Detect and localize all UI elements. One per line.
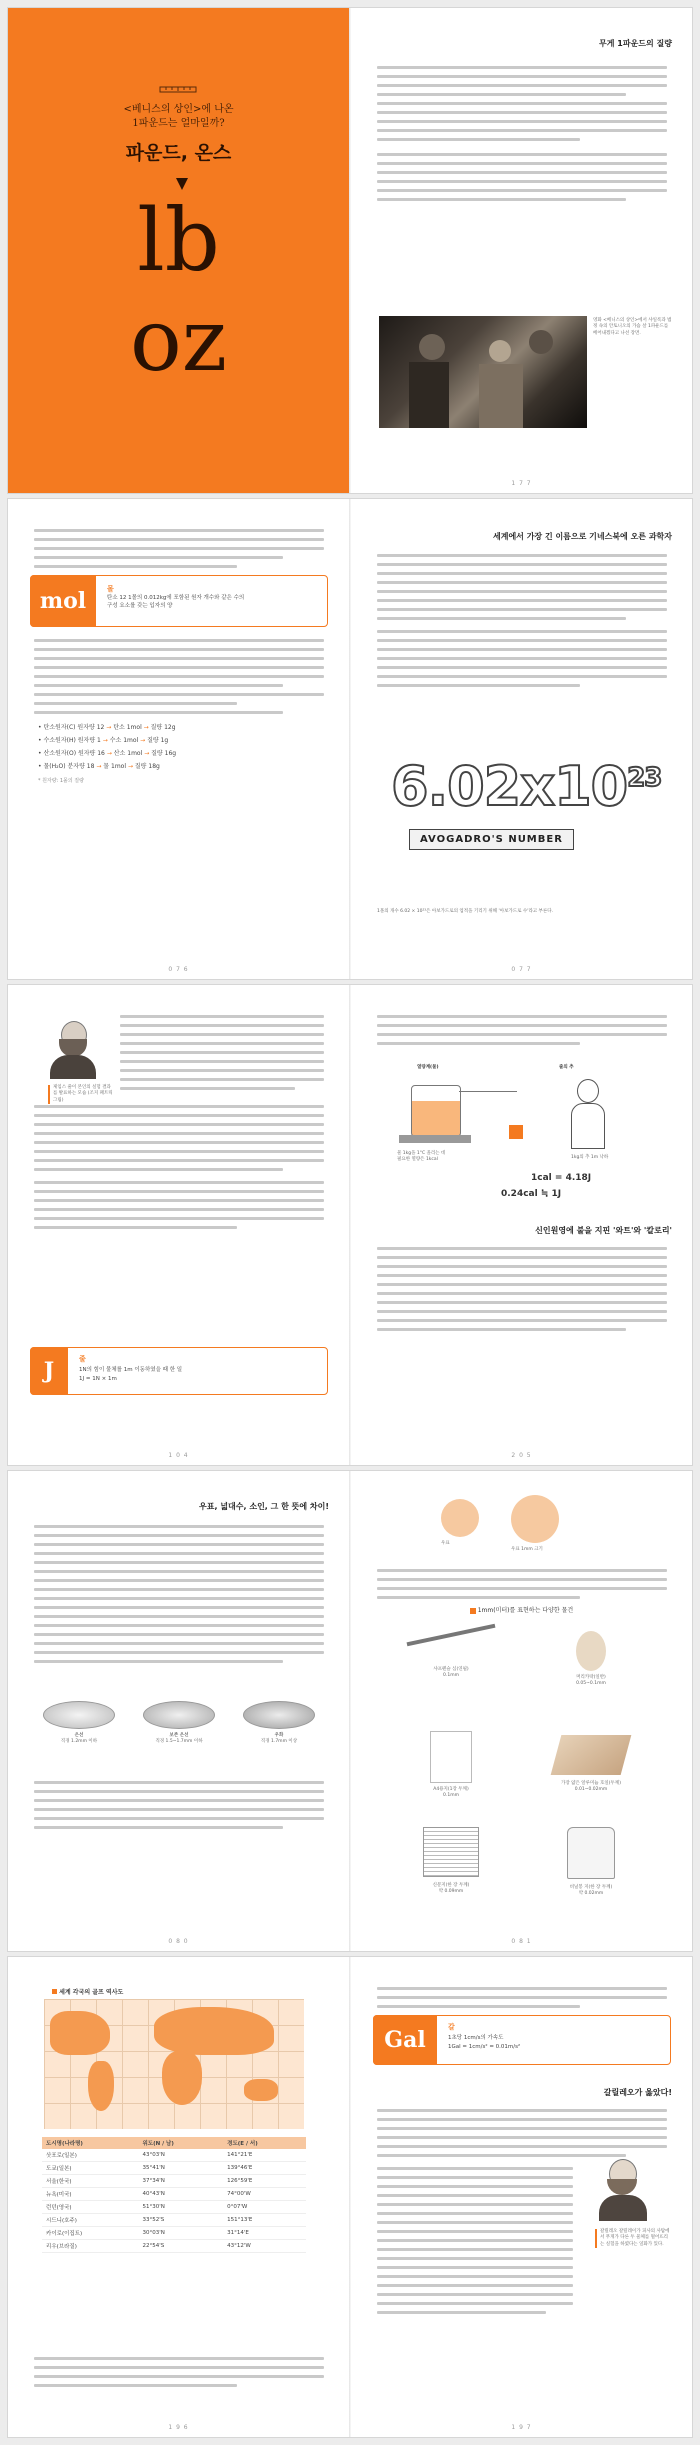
body-text	[120, 1015, 324, 1096]
page-number-right: 1 9 7	[511, 2424, 532, 2431]
pulley-line	[459, 1091, 517, 1092]
page-right	[351, 499, 692, 979]
body-text-2	[377, 1247, 667, 1337]
section-heading: 무게 1파운드의 질량	[599, 39, 672, 48]
coin-icon	[43, 1701, 115, 1729]
figure-caption: 1몰의 개수 6.02 × 10²³은 아보가드로의 업적을 기리기 위해 '아보가드로 수'라고 부른다.	[377, 909, 554, 914]
body-text	[34, 529, 324, 574]
coin-note: 직경 1.7mm 이상	[260, 1739, 298, 1745]
coin-name: 우화	[274, 1733, 284, 1738]
stamp-compare-figure	[411, 1491, 611, 1561]
definition-text: 1초당 1cm/s의 가속도	[448, 2035, 504, 2041]
table-header: 도시명(나라명)	[46, 2141, 83, 2147]
film-still-image	[379, 316, 587, 428]
page-right	[351, 8, 692, 493]
person-icon	[567, 1079, 607, 1149]
definition-title: 몰	[107, 585, 114, 593]
spread-5	[8, 1957, 692, 2437]
stamp-circle-small	[441, 1499, 479, 1537]
section-heading: 갈릴레오가 옳았다!	[603, 2088, 672, 2097]
definition-text: 1N의 힘이 물체를 1m 이동하였을 때 한 일	[79, 1367, 183, 1373]
list-item: • 물(H₂O) 분자량 18 → 물 1mol → 질량 18g	[38, 763, 160, 770]
coin-item	[134, 1701, 224, 1746]
table-header: 경도(E / 서)	[227, 2141, 258, 2147]
page-number-left: 1 9 6	[168, 2424, 189, 2431]
map-title-text: 세계 각국의 골프 역사도	[59, 1989, 124, 1996]
grid-title-text: 1mm(미터)를 표현하는 다양한 물건	[477, 1607, 574, 1614]
page-left	[8, 985, 349, 1465]
foil-icon	[551, 1735, 632, 1775]
table-row: 런던(영국) 51°30'N 0°07'W	[42, 2201, 306, 2214]
spread-1	[8, 8, 692, 493]
coin-icon	[243, 1701, 315, 1729]
page-number-left: 0 7 6	[168, 966, 189, 973]
label-weight: 줄의 추	[559, 1065, 574, 1070]
continent-south-america	[88, 2061, 114, 2111]
grid-item: 신문지(한 장 두께) 약 0.09mm	[381, 1821, 521, 1916]
label-stamp: 우표	[441, 1541, 450, 1546]
figure-caption: 영화 <베니스의 상인>에서 샤일록과 법정 속의 안토니오의 가슴 살 1파운드를 베어내겠다고 나선 장면.	[593, 318, 672, 336]
unit-symbol-lb: lb	[137, 191, 220, 291]
equation-2: 0.24cal ≒ 1J	[501, 1189, 562, 1199]
definition-box-mol	[30, 575, 328, 627]
spread-4	[8, 1471, 692, 1951]
spread-2	[8, 499, 692, 979]
body-text-2	[34, 639, 324, 720]
calorimeter-vessel	[411, 1085, 461, 1137]
table-row: 카이로(이집트) 30°03'N 31°14'E	[42, 2227, 306, 2240]
page-right	[351, 1957, 692, 2437]
down-arrow-icon	[176, 178, 188, 190]
world-map	[44, 1999, 304, 2129]
coin-icon	[143, 1701, 215, 1729]
pencil-icon	[407, 1624, 496, 1647]
portrait-image	[48, 1019, 98, 1079]
page-number-right: 1 7 7	[511, 480, 532, 487]
section-heading: 신인원영에 불을 지핀 '와트'와 '칼로리'	[535, 1226, 672, 1235]
newspaper-icon	[423, 1827, 479, 1877]
unit-tag-gal: Gal	[373, 2015, 437, 2065]
map-title-marker	[52, 1989, 57, 1994]
chapter-title: 파운드, 온스	[125, 142, 232, 164]
heater-icon	[399, 1135, 471, 1143]
portrait-caption: 제임스 줄이 본인의 실험 결과를 발표하는 모습 (조지 패트릭 그림)	[48, 1085, 113, 1104]
grid-item: 머리카락(일반) 0.05~0.1mm	[521, 1621, 661, 1716]
table-row: 서울(한국) 37°34'N 126°59'E	[42, 2175, 306, 2188]
table-row: 시드니(호주) 33°52'S 151°13'E	[42, 2214, 306, 2227]
table-row: 도쿄(일본) 35°41'N 139°46'E	[42, 2162, 306, 2175]
page-number-left: 1 0 4	[168, 1452, 189, 1459]
coordinates-table	[42, 2137, 306, 2253]
coin-name: 보존 은선	[169, 1733, 189, 1738]
grid-item: 비닐봉 지(한 장 두께) 약 0.02mm	[521, 1821, 661, 1916]
body-text-2	[34, 1105, 324, 1235]
page-left	[8, 1957, 349, 2437]
grid-item: 가장 얇은 알루미늄 호일(두께) 0.01~0.02mm	[521, 1721, 661, 1816]
weight-block	[509, 1125, 523, 1139]
coin-note: 직경 1.5~1.7mm 이하	[155, 1739, 203, 1745]
note-calorimeter: 물 1kg을 1°C 올리는 데 필요한 열량은 1kcal	[397, 1151, 446, 1163]
ruler-icon	[158, 82, 198, 96]
paper-icon	[430, 1731, 472, 1783]
grid-title	[351, 1605, 692, 1614]
label-calorimeter: 열량계(물)	[417, 1065, 439, 1070]
definition-title: 갈	[448, 2023, 455, 2031]
portrait-image	[595, 2155, 651, 2221]
note-weight: 1kg의 추 1m 낙하	[571, 1155, 609, 1160]
continent-americas	[50, 2011, 110, 2055]
body-text	[377, 1015, 667, 1051]
equation-1: 1cal = 4.18J	[531, 1173, 592, 1183]
list-item: • 수소원자(H) 원자량 1 → 수소 1mol → 질량 1g	[38, 737, 169, 744]
table-row: 뉴욕(미국) 40°43'N 74°00'W	[42, 2188, 306, 2201]
page-number-right: 0 7 7	[511, 966, 532, 973]
definition-box-joule	[30, 1347, 328, 1395]
grid-item: A4용지(1장 두께) 0.1mm	[381, 1721, 521, 1816]
stamp-circle-large	[511, 1495, 559, 1543]
avogadro-banner: AVOGADRO'S NUMBER	[409, 829, 574, 850]
unit-tag-mol: mol	[30, 575, 96, 627]
definition-formula: 1J = 1N × 1m	[79, 1376, 117, 1382]
coin-item	[34, 1701, 124, 1746]
spread-3	[8, 985, 692, 1465]
continent-eurasia	[154, 2007, 274, 2055]
map-title	[52, 1987, 123, 1996]
body-text	[377, 1987, 667, 2014]
definition-title: 줄	[79, 1355, 86, 1363]
portrait-caption: 갈릴레오 갈릴레이가 피사의 사탑에서 무게가 다른 두 물체를 떨어뜨리는 실험을 하였다는 일화가 있다.	[595, 2229, 670, 2248]
page-number-right: 2 0 5	[511, 1452, 532, 1459]
list-item: • 산소원자(O) 원자량 16 → 산소 1mol → 질량 16g	[38, 750, 177, 757]
unit-symbol-oz: oz	[129, 291, 228, 391]
page-right	[351, 1471, 692, 1951]
continent-africa	[162, 2051, 202, 2105]
hair-icon	[576, 1631, 606, 1671]
coin-item	[234, 1701, 324, 1746]
section-heading: 세계에서 가장 긴 이름으로 기네스북에 오른 과학자	[493, 532, 672, 541]
coin-name: 은선	[74, 1733, 84, 1738]
body-text-2	[34, 1781, 324, 1835]
page-cover-left	[8, 8, 349, 493]
label-stamp-size: 우표 1mm 크기	[511, 1547, 543, 1552]
definition-text: 탄소 12 1몰의 0.012kg에 포함된 원자 개수와 같은 수의 구성 요소를 갖는 입자의 양	[107, 595, 245, 610]
continent-australia	[244, 2079, 278, 2101]
page-number-left: 0 8 0	[168, 1938, 189, 1945]
table-header: 위도(N / 남)	[142, 2141, 174, 2147]
unit-tag-j: J	[30, 1347, 68, 1395]
coin-note: 직경 1.2mm 이하	[60, 1739, 98, 1745]
grid-title-marker	[470, 1608, 476, 1614]
table-row: 리우(브라질) 22°54'S 43°12'W	[42, 2240, 306, 2253]
page-left	[8, 499, 349, 979]
body-text	[377, 66, 667, 207]
grid-item: 샤프펜슬 심(연필) 0.1mm	[381, 1621, 521, 1716]
body-text-3	[377, 2167, 573, 2320]
page-number-right: 0 8 1	[511, 1938, 532, 1945]
body-text	[377, 1569, 667, 1605]
page-right	[351, 985, 692, 1465]
list-item: • 탄소원자(C) 원자량 12 → 탄소 1mol → 질량 12g	[38, 724, 176, 731]
table-row: 삿포로(일본) 43°03'N 141°21'E	[42, 2149, 306, 2162]
list-note: * 원자량: 1몰의 질량	[38, 778, 84, 784]
section-heading: 우표, 넓대수, 소인, 그 한 뜻에 차이!	[199, 1502, 329, 1511]
page-left	[8, 1471, 349, 1951]
body-text	[34, 2357, 324, 2393]
coin-row	[34, 1701, 324, 1761]
definition-box-gal	[373, 2015, 671, 2065]
joule-experiment-figure	[381, 1065, 661, 1205]
avogadro-number: $6.02x10^{23}$	[391, 755, 662, 818]
thickness-grid	[381, 1621, 661, 1921]
plastic-bag-icon	[567, 1827, 615, 1879]
mass-list	[38, 721, 318, 788]
definition-formula: 1Gal = 1cm/s² = 0.01m/s²	[448, 2044, 521, 2050]
avogadro-illustration	[391, 749, 662, 899]
body-text	[34, 1525, 324, 1669]
chapter-kicker: <베니스의 상인>에 나온 1파운드는 얼마일까?	[123, 104, 234, 129]
body-text	[377, 554, 667, 693]
